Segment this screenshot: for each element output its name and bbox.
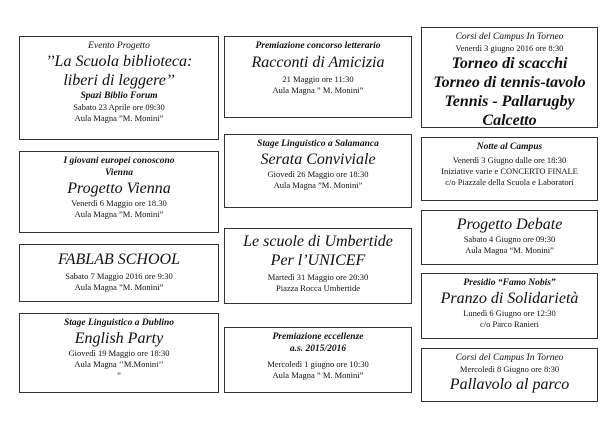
- event-title-line1: ’’La Scuola biblioteca:: [45, 53, 193, 70]
- event-date: Mercoledì 8 Giugno ore 8:30: [459, 364, 560, 374]
- event-header: Stage Linguistico a Dublino: [63, 318, 175, 328]
- event-header: Notte al Campus: [476, 142, 543, 152]
- event-date: Giovedì 26 Maggio ore 18:30: [267, 169, 369, 179]
- event-box-pallavolo-parco: [421, 348, 598, 402]
- event-box-progetto-vienna: [19, 151, 219, 233]
- event-venue-title: Spazi Biblio Forum: [80, 91, 158, 101]
- event-box-premiazione-eccellenze: [224, 327, 412, 393]
- event-line-tennis-pallarugby: Tennis - Pallarugby: [444, 93, 575, 110]
- event-title-line2: Per l’UNICEF: [270, 252, 366, 269]
- event-box-serata-conviviale: [224, 134, 412, 208]
- event-header: Stage Linguistico a Salamanca: [257, 139, 379, 149]
- event-date: Sabato 4 Giugno ore 09:30: [463, 234, 556, 244]
- event-box-racconti-amicizia: [224, 36, 412, 118]
- event-date: Venerdì 3 giugno 2016 ore 8:30: [455, 43, 564, 53]
- event-box-progetto-debate: [421, 210, 598, 265]
- event-title: FABLAB SCHOOL: [58, 251, 180, 268]
- event-title-line1: Le scuole di Umbertide: [243, 233, 393, 250]
- event-date: Giovedì 19 Maggio ore 18:30: [68, 348, 170, 358]
- event-box-unicef: [224, 228, 412, 304]
- event-box-fablab: [19, 244, 219, 302]
- event-date: Sabato 23 Aprile ore 09:30: [73, 102, 165, 112]
- event-header: Corsi del Campus In Torneo: [455, 32, 564, 42]
- event-title: Progetto Vienna: [67, 180, 171, 197]
- event-mark: ”: [117, 370, 121, 380]
- event-place: Aula Magna ’’M.Monini’’: [74, 359, 164, 369]
- event-line-concerto: Iniziative varie e CONCERTO FINALE: [441, 166, 578, 176]
- event-box-pranzo-solidarieta: [421, 273, 598, 339]
- event-box-notte-campus: [421, 137, 598, 201]
- event-header: Corsi del Campus In Torneo: [455, 353, 564, 363]
- event-line-tennis-tavolo: Torneo di tennis-tavolo: [433, 74, 586, 91]
- event-place: Aula Magna ”M. Monini”: [74, 113, 164, 123]
- event-place: Aula Magna ”M. Monini”: [74, 282, 164, 292]
- event-title-line2: liberi di leggere’’: [63, 72, 175, 89]
- event-place: Aula Magna ” M. Monini”: [272, 85, 364, 95]
- event-date: Sabato 7 Maggio 2016 ore 9:30: [65, 271, 173, 281]
- event-title: Serata Conviviale: [260, 151, 376, 168]
- event-title: Progetto Debate: [456, 216, 563, 233]
- event-box-english-party: [19, 313, 219, 393]
- event-title: Racconti di Amicizia: [251, 54, 385, 71]
- event-title: Pranzo di Solidarietà: [440, 290, 579, 307]
- event-date: Martedì 31 Maggio ore 20:30: [267, 272, 369, 282]
- event-date: Venerdì 6 Maggio ore 18.30: [71, 198, 167, 208]
- event-header-line1: Premiazione eccellenze: [272, 332, 364, 342]
- event-line-calcetto: Calcetto: [482, 112, 537, 129]
- event-date: Mercoledì 1 giugno ore 10:30: [267, 359, 369, 369]
- event-line-scacchi: Torneo di scacchi: [451, 55, 568, 72]
- event-box-scuola-biblioteca: [19, 36, 219, 140]
- event-header: Evento Progetto: [88, 41, 150, 51]
- event-header-line1: I giovani europei conoscono: [63, 156, 175, 166]
- event-place: Piazza Rocca Umbertide: [275, 283, 361, 293]
- event-date: Lunedì 6 Giugno ore 12:30: [463, 308, 556, 318]
- event-place: Aula Magna ” M. Monini”: [272, 370, 364, 380]
- event-header: Premiazione concorso letterario: [255, 41, 381, 51]
- event-place: c/o Parco Ranieri: [479, 319, 539, 329]
- event-header-line2: Vienna: [105, 168, 133, 178]
- event-date: 21 Maggio ore 11:30: [282, 74, 354, 84]
- event-title: English Party: [74, 330, 164, 347]
- event-date: Venerdì 3 Giugno dalle ore 18:30: [452, 155, 567, 165]
- event-header-line2: a.s. 2015/2016: [289, 344, 347, 354]
- event-box-corsi-torneo: [421, 27, 598, 128]
- event-place: Aula Magna “M. Monini”: [465, 245, 554, 255]
- event-place: Aula Magna ”M. Monini”: [74, 209, 164, 219]
- event-title: Pallavolo al parco: [449, 376, 570, 393]
- event-line-piazzale: c/o Piazzale della Scuola e Laboratori: [445, 177, 574, 187]
- event-header: Presidio “Famo Nobis”: [463, 278, 556, 288]
- event-place: Aula Magna ”M. Monini”: [273, 180, 363, 190]
